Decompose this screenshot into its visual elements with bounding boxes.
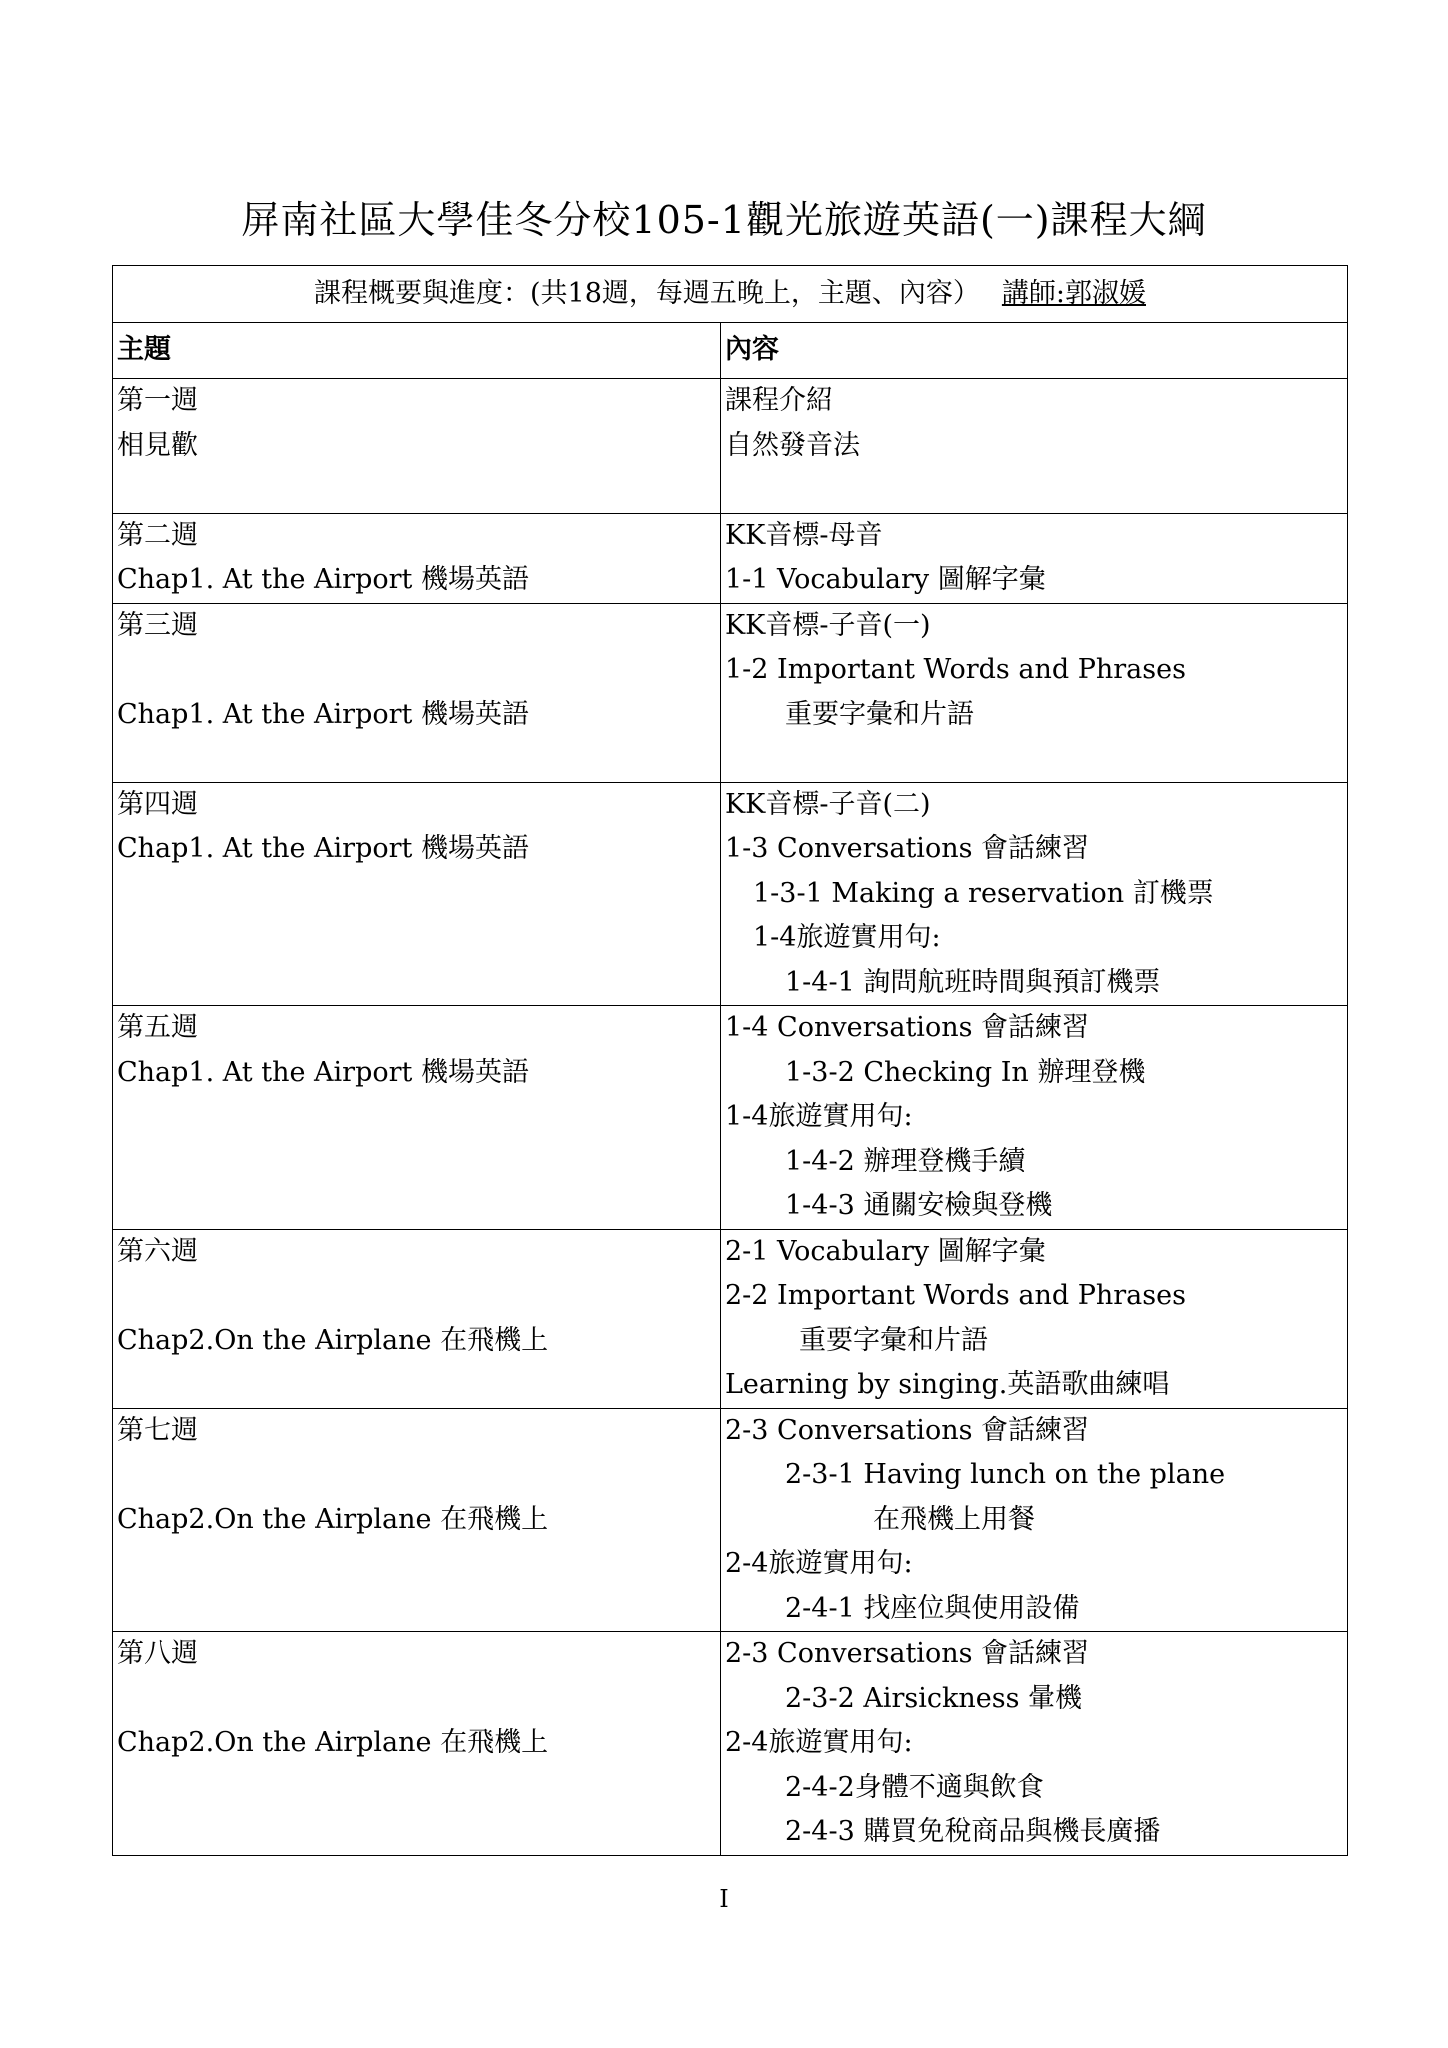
topic-text: Chap2.On the Airplane 在飛機上 <box>117 1727 549 1758</box>
week-label: 第二週 <box>117 519 198 551</box>
syllabus-table <box>112 265 1348 1856</box>
topic-text: Chap1. At the Airport 機場英語 <box>117 1056 529 1088</box>
content-line: 重要字彙和片語 <box>799 1324 988 1356</box>
content-cell <box>721 782 1348 1006</box>
content-line: 在飛機上用餐 <box>873 1503 1035 1535</box>
content-line: 2-1 Vocabulary 圖解字彙 <box>725 1235 1046 1267</box>
content-cell <box>721 513 1348 603</box>
content-line: 1-3 Conversations 會話練習 <box>725 833 1090 864</box>
week-label: 第六週 <box>117 1235 198 1267</box>
content-cell <box>721 1229 1348 1408</box>
content-line: 1-4旅遊實用句: <box>725 1101 913 1132</box>
content-line: 課程介紹 <box>725 385 833 416</box>
topic-text: Chap2.On the Airplane 在飛機上 <box>117 1503 549 1535</box>
content-cell <box>721 1632 1348 1856</box>
week-label: 第四週 <box>117 788 198 820</box>
week-label: 第五週 <box>117 1012 198 1043</box>
table-row <box>113 603 1348 782</box>
table-row <box>113 379 1348 514</box>
week-label: 第一週 <box>117 385 198 416</box>
topic-cell <box>113 603 721 782</box>
week-label: 第八週 <box>117 1638 198 1669</box>
content-line: 2-4旅遊實用句: <box>725 1548 913 1579</box>
content-line: Learning by singing.英語歌曲練唱 <box>725 1369 1170 1400</box>
content-line: KK音標-子音(二) <box>725 788 931 820</box>
topic-cell <box>113 1408 721 1632</box>
content-line: 2-4-2身體不適與飲食 <box>785 1771 1044 1803</box>
topic-cell <box>113 782 721 1006</box>
content-line: 2-3-2 Airsickness 暈機 <box>785 1682 1083 1714</box>
content-line: 2-3 Conversations 會話練習 <box>725 1414 1090 1446</box>
content-cell <box>721 1408 1348 1632</box>
table-row <box>113 1006 1348 1230</box>
summary-row <box>113 266 1348 323</box>
header-content: 內容 <box>721 323 1348 379</box>
instructor-label: 講師:郭淑媛 <box>1001 277 1146 309</box>
content-line: KK音標-母音 <box>725 519 883 551</box>
content-line: 2-3-1 Having lunch on the plane <box>785 1459 1226 1490</box>
table-row <box>113 1632 1348 1856</box>
table-row <box>113 782 1348 1006</box>
week-label: 第七週 <box>117 1414 198 1446</box>
topic-cell <box>113 1229 721 1408</box>
page-title: 屏南社區大學佳冬分校105-1觀光旅遊英語(一)課程大綱 <box>241 198 1207 242</box>
week-label: 第三週 <box>117 609 198 641</box>
header-topic: 主題 <box>113 323 721 379</box>
content-line: 1-4-1 詢問航班時間與預訂機票 <box>785 966 1161 998</box>
table-row <box>113 513 1348 603</box>
topic-text: Chap1. At the Airport 機場英語 <box>117 833 529 864</box>
content-line: 自然發音法 <box>725 429 860 461</box>
topic-text: Chap1. At the Airport 機場英語 <box>117 564 529 595</box>
content-line: 1-4-3 通關安檢與登機 <box>785 1190 1053 1221</box>
summary-text: 課程概要與進度：(共18週，每週五晚上，主題、內容） <box>314 277 980 309</box>
topic-cell <box>113 1632 721 1856</box>
content-line: 1-4旅遊實用句: <box>753 922 941 953</box>
content-line: 1-3-2 Checking In 辦理登機 <box>785 1056 1146 1088</box>
content-cell <box>721 1006 1348 1230</box>
topic-cell <box>113 513 721 603</box>
topic-text: 相見歡 <box>117 429 198 461</box>
topic-cell <box>113 1006 721 1230</box>
header-row <box>113 323 1348 379</box>
page-number: I <box>719 1885 729 1913</box>
content-line: KK音標-子音(一) <box>725 609 931 641</box>
topic-text: Chap1. At the Airport 機場英語 <box>117 698 529 730</box>
content-line: 2-4旅遊實用句: <box>725 1727 913 1758</box>
content-line: 1-4 Conversations 會話練習 <box>725 1012 1090 1043</box>
content-line: 2-4-3 購買免稅商品與機長廣播 <box>785 1816 1161 1847</box>
table-row <box>113 1229 1348 1408</box>
content-line: 重要字彙和片語 <box>785 698 974 730</box>
content-line: 1-4-2 辦理登機手續 <box>785 1145 1026 1177</box>
table-row <box>113 1408 1348 1632</box>
summary-cell <box>113 266 1348 323</box>
topic-text: Chap2.On the Airplane 在飛機上 <box>117 1324 549 1356</box>
content-line: 1-1 Vocabulary 圖解字彙 <box>725 564 1046 595</box>
content-cell <box>721 603 1348 782</box>
content-line: 1-3-1 Making a reservation 訂機票 <box>753 877 1214 909</box>
content-line: 2-3 Conversations 會話練習 <box>725 1638 1090 1669</box>
content-line: 1-2 Important Words and Phrases <box>725 654 1186 685</box>
topic-cell <box>113 379 721 514</box>
content-cell <box>721 379 1348 514</box>
content-line: 2-4-1 找座位與使用設備 <box>785 1592 1080 1624</box>
content-line: 2-2 Important Words and Phrases <box>725 1280 1186 1311</box>
